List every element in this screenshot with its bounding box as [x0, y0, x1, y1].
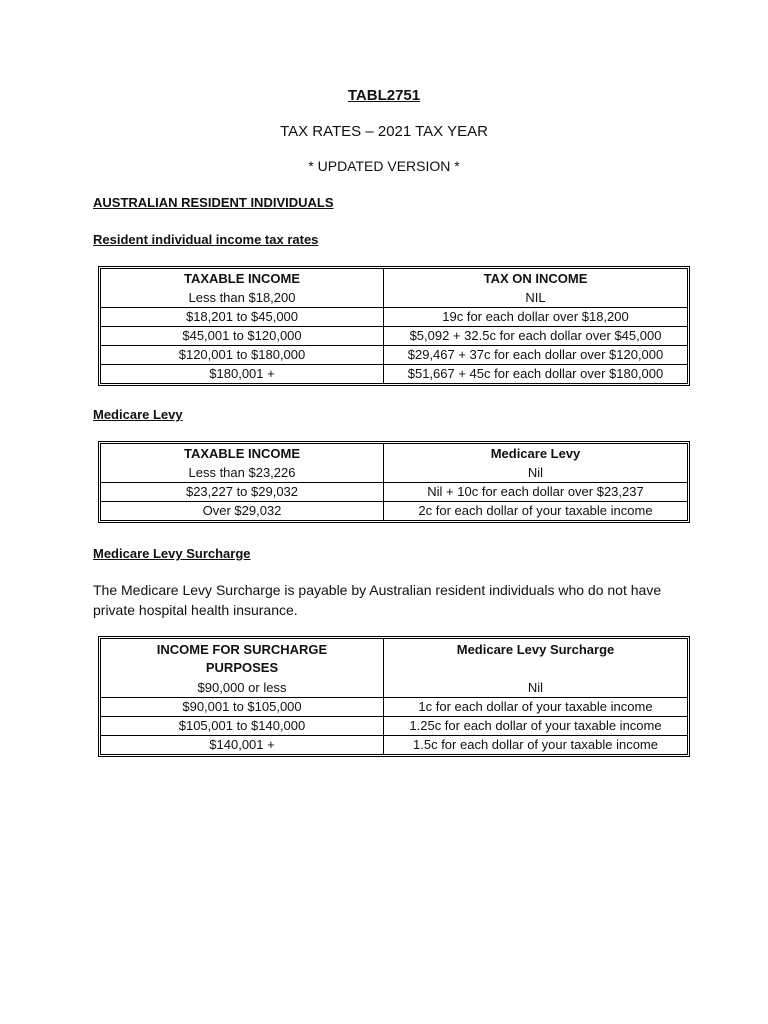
- surcharge-description: The Medicare Levy Surcharge is payable by Australian resident individuals who do not have private hospital health insurance.: [93, 582, 662, 618]
- course-code: TABL2751: [347, 87, 421, 104]
- table-row: [101, 502, 687, 520]
- column-header: TAXABLE INCOME: [101, 269, 384, 289]
- income-range-cell: $180,001 +: [101, 365, 384, 383]
- rate-cell: $5,092 + 32.5c for each dollar over $45,000: [384, 327, 687, 346]
- income-range-cell: $18,201 to $45,000: [101, 308, 384, 327]
- income-range-cell: Over $29,032: [101, 502, 384, 520]
- income-range-cell: $140,001 +: [101, 736, 384, 754]
- income-range-cell: $23,227 to $29,032: [101, 483, 384, 502]
- column-header: Medicare Levy: [490, 446, 581, 461]
- column-header: Medicare Levy Surcharge: [456, 642, 615, 657]
- column-header: INCOME FOR SURCHARGE PURPOSES: [101, 639, 384, 679]
- table-row: [101, 308, 687, 327]
- table-header-row: [101, 639, 687, 679]
- rate-cell: NIL: [384, 289, 687, 308]
- table-row: [101, 346, 687, 365]
- column-header: TAX ON INCOME: [483, 271, 588, 286]
- income-range-cell: Less than $23,226: [101, 464, 384, 483]
- medicare-levy-heading: Medicare Levy: [93, 407, 183, 422]
- table-row: [101, 698, 687, 717]
- income-range-cell: Less than $18,200: [101, 289, 384, 308]
- table-row: [101, 679, 687, 698]
- rate-cell: 1.5c for each dollar of your taxable income: [413, 737, 658, 752]
- table-row: [101, 717, 687, 736]
- table-row: [101, 736, 687, 754]
- rate-cell: Nil: [384, 679, 687, 698]
- table-header-row: [101, 444, 687, 464]
- medicare-levy-surcharge-heading: Medicare Levy Surcharge: [93, 546, 251, 561]
- income-range-cell: $105,001 to $140,000: [101, 717, 384, 736]
- income-range-cell: $90,001 to $105,000: [101, 698, 384, 717]
- income-range-cell: $90,000 or less: [101, 679, 384, 698]
- rate-cell: 1c for each dollar of your taxable income: [384, 698, 687, 717]
- section-heading: AUSTRALIAN RESIDENT INDIVIDUALS: [93, 195, 334, 210]
- table-row: [101, 327, 687, 346]
- rate-cell: $51,667 + 45c for each dollar over $180,000: [407, 366, 664, 381]
- document-subtitle: * UPDATED VERSION *: [308, 158, 460, 174]
- resident-rates-heading: Resident individual income tax rates: [93, 232, 319, 247]
- rate-cell: Nil: [384, 464, 687, 483]
- table-row: [101, 365, 687, 383]
- medicare-levy-surcharge-table: [100, 638, 688, 755]
- table-row: [101, 483, 687, 502]
- rate-cell: $29,467 + 37c for each dollar over $120,000: [384, 346, 687, 365]
- rate-cell: 2c for each dollar of your taxable income: [418, 503, 653, 518]
- table-row: [101, 464, 687, 483]
- income-range-cell: $45,001 to $120,000: [101, 327, 384, 346]
- resident-tax-rates-table: [100, 268, 688, 384]
- table-header-row: [101, 269, 687, 289]
- document-title: TAX RATES – 2021 TAX YEAR: [280, 123, 488, 140]
- medicare-levy-table: [100, 443, 688, 521]
- income-range-cell: $120,001 to $180,000: [101, 346, 384, 365]
- table-row: [101, 289, 687, 308]
- rate-cell: 1.25c for each dollar of your taxable income: [384, 717, 687, 736]
- rate-cell: 19c for each dollar over $18,200: [384, 308, 687, 327]
- rate-cell: Nil + 10c for each dollar over $23,237: [384, 483, 687, 502]
- column-header: TAXABLE INCOME: [101, 444, 384, 464]
